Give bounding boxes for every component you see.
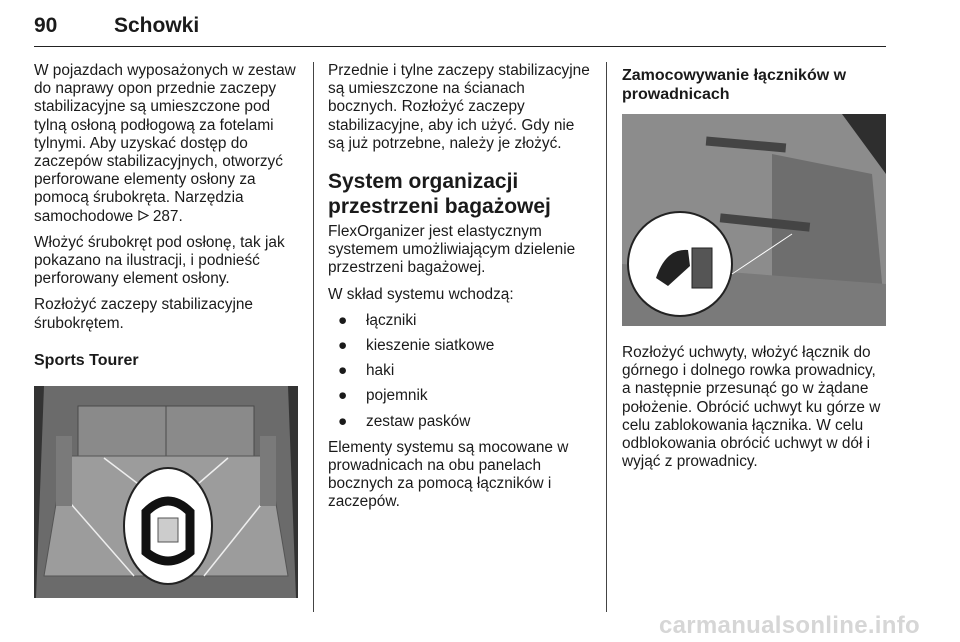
list-item: ● łączniki <box>338 311 417 329</box>
watermark: carmanualsonline.info <box>658 612 920 639</box>
paragraph-flexorganizer: FlexOrganizer jest elastycznym systemem umożliwiającym dzielenie przestrzeni bagażowej. <box>328 223 576 277</box>
heading-cargo-organizer: System organizacji przestrzeni bagażowej <box>328 170 551 219</box>
bullet-dot: ● <box>338 362 348 380</box>
bullet-dot: ● <box>338 337 348 355</box>
paragraph-screwdriver: Włożyć śrubokręt pod osłonę, tak jak pokazano na ilustracji, i podnieść perforowany element osłony. <box>34 233 285 288</box>
paragraph-components-intro: W skład systemu wchodzą: <box>328 285 514 303</box>
paragraph-mounting: Elementy systemu są mocowane w prowadnicach na obu panelach bocznych za pomocą łączników i zaczepów. <box>328 438 569 511</box>
bullet-dot: ● <box>338 311 348 329</box>
section-title: Schowki <box>114 14 200 37</box>
list-item: ● haki <box>338 362 395 380</box>
heading-sports-tourer: Sports Tourer <box>34 351 139 369</box>
column-divider-2 <box>606 62 607 612</box>
bullet-dot: ● <box>338 412 348 430</box>
list-item: ● pojemnik <box>338 387 428 405</box>
paragraph-tyre-kit: W pojazdach wyposażonych w zestaw do naprawy opon przednie zaczepy stabilizacyjne są umieszczone pod tylną osłoną podłogową za fotelami tylnymi. Aby uzyskać dostęp do zaczepów stabilizacyjnych, otworzyć perforowane elementy osłony za pomocą śrubokręta. Narzędzia samochodowe 287. <box>34 62 296 225</box>
column-3 <box>622 66 888 118</box>
column-divider-1 <box>313 62 314 612</box>
reference-triangle-icon <box>138 208 149 225</box>
page-header <box>34 6 886 47</box>
illustration-cargo-anchors <box>34 386 298 598</box>
column-1 <box>34 62 302 384</box>
list-item: ● kieszenie siatkowe <box>338 337 495 355</box>
paragraph-unfold: Rozłożyć zaczepy stabilizacyjne śrubokrętem. <box>34 296 253 332</box>
bullet-dot: ● <box>338 387 348 405</box>
heading-fitting-connectors: Zamocowywanie łączników w prowadnicach <box>622 67 847 103</box>
paragraph-side-anchors: Przednie i tylne zaczepy stabilizacyjne są umieszczone na ścianach bocznych. Rozłożyć zaczepy stabilizacyjne, aby ich użyć. Gdy nie są już potrzebne, należy je złożyć. <box>328 62 590 152</box>
page-number: 90 <box>34 14 58 37</box>
components-list <box>328 312 592 431</box>
list-item: ● zestaw pasków <box>338 412 471 430</box>
paragraph-fitting-instructions: Rozłożyć uchwyty, włożyć łącznik do górnego i dolnego rowka prowadnicy, a następnie przesunąć go w żądane położenie. Obrócić uchwyt ku górze w celu zablokowania łącznika. W celu odblokowania obrócić uchwyt w dół i wyjąć z prowadnicy. <box>622 344 881 471</box>
column-2 <box>328 62 592 520</box>
illustration-connector-rails <box>622 114 886 326</box>
page-reference-link[interactable]: 287. <box>152 207 183 225</box>
column-3-text <box>622 344 888 479</box>
